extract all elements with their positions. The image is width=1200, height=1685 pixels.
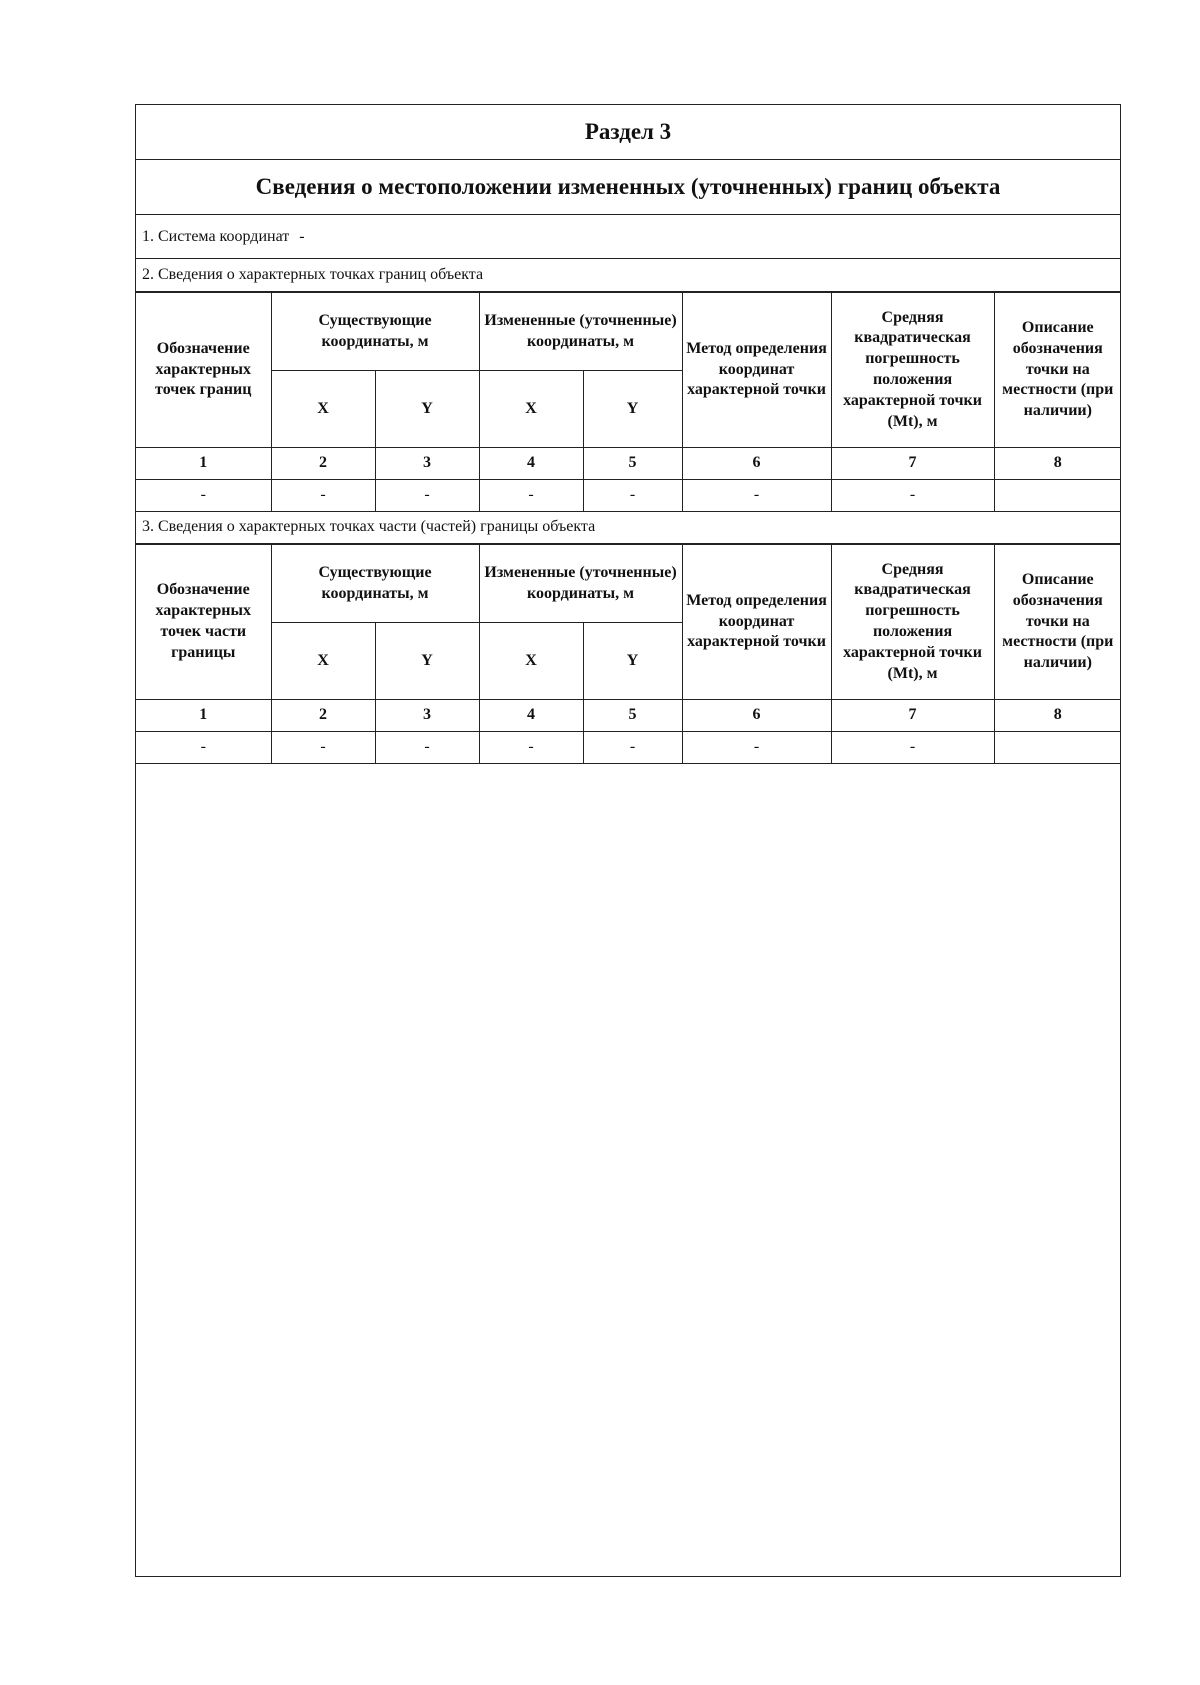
table-cell <box>994 480 1121 512</box>
table-cell: - <box>583 732 682 764</box>
column-number: 7 <box>831 700 994 732</box>
column-number: 1 <box>136 448 271 480</box>
boundary-points-caption: 2. Сведения о характерных точках границ объекта <box>136 259 1120 292</box>
col-method: Метод определения координат характерной точки <box>682 545 831 700</box>
col-changed-coords: Измененные (уточненные) координаты, м <box>479 545 682 623</box>
column-number: 4 <box>479 700 583 732</box>
col-error: Средняя квадратическая погрешность положения характерной точки (Mt), м <box>831 545 994 700</box>
col-existing-coords: Существующие координаты, м <box>271 545 479 623</box>
col-designation: Обозначение характерных точек границ <box>136 293 271 448</box>
table-cell: - <box>375 480 479 512</box>
part-points-table <box>136 544 1121 764</box>
col-method: Метод определения координат характерной точки <box>682 293 831 448</box>
col-description: Описание обозначения точки на местности (при наличии) <box>994 293 1121 448</box>
table-cell: - <box>479 732 583 764</box>
col-existing-coords: Существующие координаты, м <box>271 293 479 371</box>
col-description: Описание обозначения точки на местности (при наличии) <box>994 545 1121 700</box>
table-cell: - <box>583 480 682 512</box>
col-existing-y: Y <box>375 371 479 448</box>
table-header-row <box>136 545 1121 623</box>
table-cell <box>994 732 1121 764</box>
document-frame <box>135 104 1121 1577</box>
table-cell: - <box>375 732 479 764</box>
coordinate-system-label: 1. Система координат <box>142 227 290 245</box>
column-number: 5 <box>583 448 682 480</box>
col-existing-x: X <box>271 371 375 448</box>
table-cell: - <box>271 480 375 512</box>
col-changed-x: X <box>479 623 583 700</box>
column-number: 6 <box>682 448 831 480</box>
section-subtitle: Сведения о местоположении измененных (уточненных) границ объекта <box>136 160 1120 215</box>
column-number: 2 <box>271 448 375 480</box>
col-error: Средняя квадратическая погрешность положения характерной точки (Mt), м <box>831 293 994 448</box>
table-cell: - <box>136 480 271 512</box>
column-number: 6 <box>682 700 831 732</box>
section-title: Раздел 3 <box>136 105 1120 160</box>
column-number: 5 <box>583 700 682 732</box>
coordinate-system-row <box>136 215 1120 259</box>
coordinate-system-value: - <box>299 227 305 245</box>
col-existing-x: X <box>271 623 375 700</box>
column-numbers-row <box>136 448 1121 480</box>
col-changed-x: X <box>479 371 583 448</box>
table-cell: - <box>831 480 994 512</box>
boundary-points-table <box>136 292 1121 512</box>
col-designation: Обозначение характерных точек части границы <box>136 545 271 700</box>
table-cell: - <box>682 480 831 512</box>
column-number: 7 <box>831 448 994 480</box>
table-row <box>136 732 1121 764</box>
table-cell: - <box>831 732 994 764</box>
table-row <box>136 480 1121 512</box>
column-number: 8 <box>994 448 1121 480</box>
column-number: 3 <box>375 448 479 480</box>
table-cell: - <box>136 732 271 764</box>
table-cell: - <box>479 480 583 512</box>
table-cell: - <box>271 732 375 764</box>
col-existing-y: Y <box>375 623 479 700</box>
table-header-row <box>136 293 1121 371</box>
col-changed-y: Y <box>583 623 682 700</box>
column-number: 8 <box>994 700 1121 732</box>
col-changed-coords: Измененные (уточненные) координаты, м <box>479 293 682 371</box>
column-number: 4 <box>479 448 583 480</box>
column-number: 3 <box>375 700 479 732</box>
part-points-caption: 3. Сведения о характерных точках части (частей) границы объекта <box>136 511 1120 544</box>
table-cell: - <box>682 732 831 764</box>
column-number: 1 <box>136 700 271 732</box>
column-numbers-row <box>136 700 1121 732</box>
col-changed-y: Y <box>583 371 682 448</box>
column-number: 2 <box>271 700 375 732</box>
